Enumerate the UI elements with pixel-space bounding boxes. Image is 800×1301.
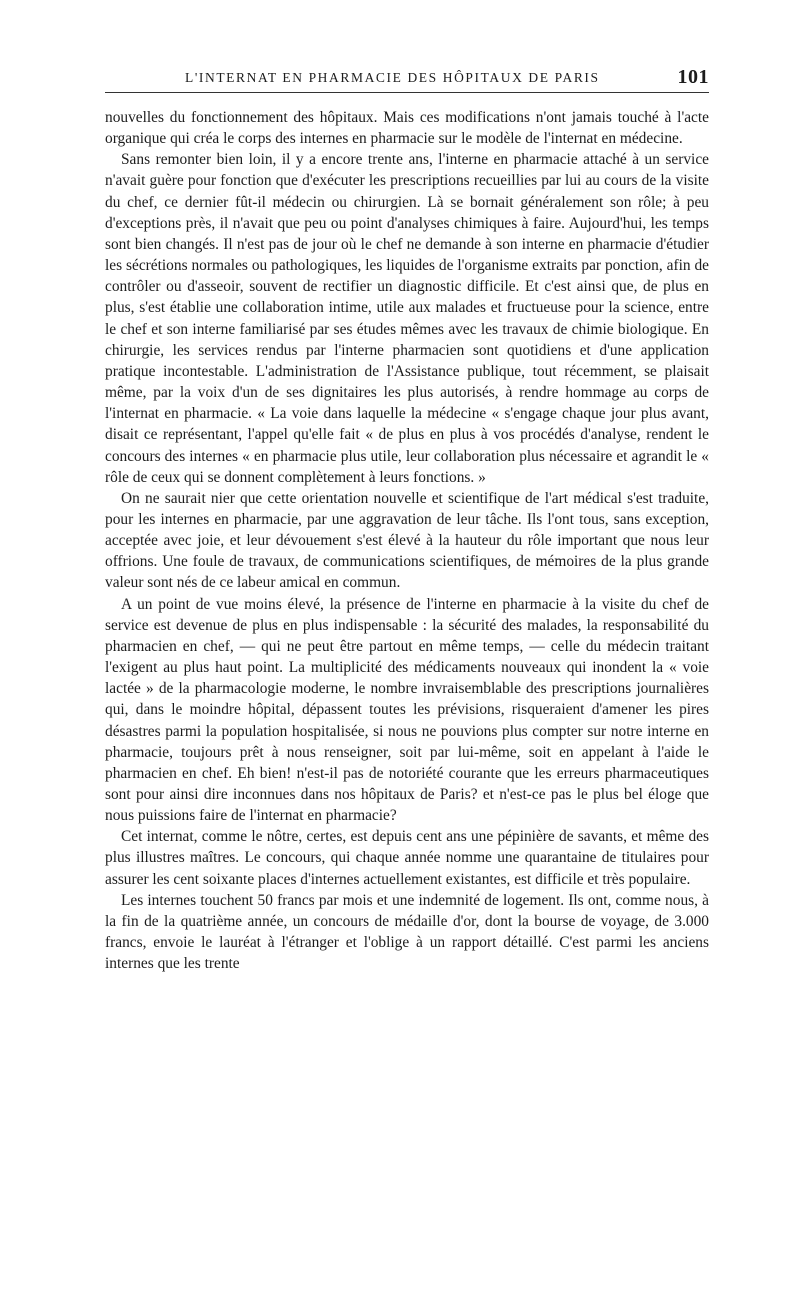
paragraph: Sans remonter bien loin, il y a encore trente ans, l'interne en pharmacie attaché à un service n'avait guère pour fonction que d'exécuter les prescriptions recueillies par lui au cours de la visite du chef, ce dernier fût-il médecin ou chirurgien. Là se bornait généralement son rôle; à peu d'exceptions près, il n'avait que peu ou point d'analyses chimiques à faire. Aujourd'hui, les temps sont bien changés. Il n'est pas de jour où le chef ne demande à son interne en pharmacie d'étudier les sécrétions normales ou pathologiques, les liquides de l'organisme extraits par ponction, afin de contrôler ou d'asseoir, souvent de rectifier un diagnostic difficile. Et c'est ainsi que, de plus en plus, s'est établie une collaboration intime, utile aux malades et fructueuse pour la science, entre le chef et son interne familiarisé par ses études mêmes avec les travaux de chimie biologique. En chirurgie, les services rendus par l'interne pharmacien sont quotidiens et d'une application pratique incontestable. L'administration de l'Assistance publique, tout récemment, se plaisait même, par la voix d'un de ses dignitaires les plus autorisés, à rendre hommage au corps de l'internat en pharmacie. « La voie dans laquelle la médecine « s'engage chaque jour plus avant, disait ce représentant, l'appel qu'elle fait « de plus en plus à vos procédés d'analyse, rendent le concours des internes « en pharmacie plus utile, leur collaboration plus nécessaire et agrandit le « rôle de ceux qui se donnent complètement à leurs fonctions. » xyxy=(105,151,709,486)
paragraph-continuation: nouvelles du fonctionnement des hôpitaux. Mais ces modifications n'ont jamais touché à l'acte organique qui créa le corps des internes en pharmacie sur le modèle de l'internat en médecine. xyxy=(105,109,709,148)
paragraph: Les internes touchent 50 francs par mois et une indemnité de logement. Ils ont, comme nous, à la fin de la quatrième année, un concours de médaille d'or, dont la bourse de voyage, de 3.000 francs, envoie le lauréat à l'étranger et l'oblige à un rapport détaillé. C'est parmi les anciens internes que les trente xyxy=(105,891,709,973)
paragraph: A un point de vue moins élevé, la présence de l'interne en pharmacie à la visite du chef de service est devenue de plus en plus indispensable : la sécurité des malades, la responsabilité du pharmacien en chef, — qui ne peut être partout en même temps, — celle du médecin traitant l'exigent au plus haut point. La multiplicité des médicaments nouveaux qui inondent la « voie lactée » de la pharmacologie moderne, le nombre invraisemblable des prescriptions journalières qui, dans le moindre hôpital, dépassent toutes les prévisions, risqueraient d'amener les pires désastres parmi la population hospitalisée, si nous ne pouvions plus compter sur notre interne en pharmacie, toujours prêt à nous renseigner, soit par lui-même, soit en appelant à l'aide le pharmacien en chef. Eh bien! n'est-il pas de notoriété courante que les erreurs pharmaceutiques sont pour ainsi dire inconnues dans nos hôpitaux de Paris? et n'est-ce pas le plus bel éloge que nous puissions faire de l'internat en pharmacie? xyxy=(105,595,709,825)
book-page xyxy=(105,66,709,974)
page-number: 101 xyxy=(677,66,709,88)
body-text xyxy=(105,107,709,974)
running-title: L'INTERNAT EN PHARMACIE DES HÔPITAUX DE PARIS xyxy=(185,70,600,85)
paragraph: On ne saurait nier que cette orientation nouvelle et scientifique de l'art médical s'est traduite, pour les internes en pharmacie, par une aggravation de leur tâche. Ils l'ont tous, sans exception, acceptée avec joie, et leur dévouement s'est élevé à la hauteur du rôle important que nous leur offrions. Une foule de travaux, de communications scientifiques, de mémoires de la plus grande valeur sont nés de ce labeur amical en commun. xyxy=(105,489,709,592)
running-header xyxy=(105,66,709,93)
paragraph: Cet internat, comme le nôtre, certes, est depuis cent ans une pépinière de savants, et même des plus illustres maîtres. Le concours, qui chaque année nomme une quarantaine de titulaires pour assurer les cent soixante places d'internes actuellement existantes, est difficile et très populaire. xyxy=(105,828,709,888)
